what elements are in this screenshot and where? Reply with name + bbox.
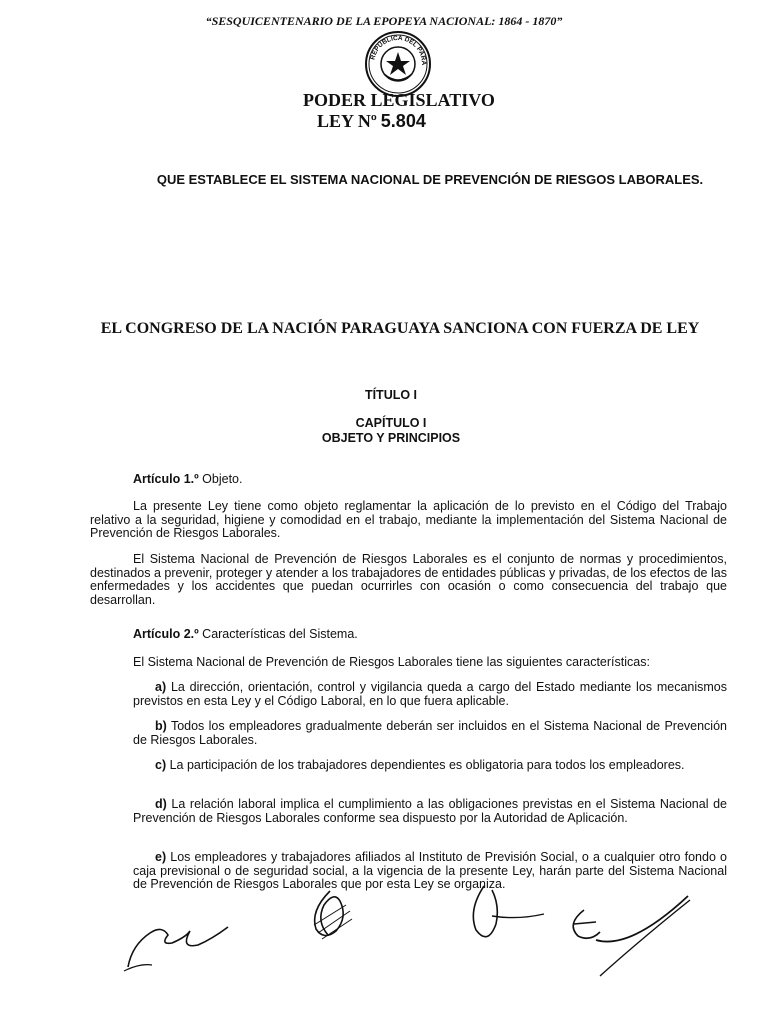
article-2-name: Características del Sistema.: [198, 627, 358, 641]
law-number-heading: [317, 111, 426, 132]
article-1-heading: [133, 473, 727, 487]
list-item: [133, 798, 727, 825]
article-1-paragraph-2: El Sistema Nacional de Prevención de Riesgos Laborales es el conjunto de normas y procedimientos, destinados a prevenir, proteger y atender a los trabajadores de entidades públicas y privadas, de los efectos de las enfermedades y los accidentes que puedan ocurrirles con ocasión o como consecuencia del trabajo que desarrollan.: [90, 552, 727, 607]
institution-heading: PODER LEGISLATIVO: [303, 90, 495, 110]
article-1-paragraph-1: La presente Ley tiene como objeto reglamentar la aplicación de lo previsto en el Código del Trabajo relativo a la seguridad, higiene y comodidad en el trabajo, mediante la implementación del Sistema Nacional de Prevención de Riesgos Laborales.: [90, 499, 727, 540]
seal-text: REPÚBLICA DEL PARA: [369, 34, 428, 66]
signature-4: [560, 890, 700, 980]
item-letter: d): [155, 797, 167, 811]
chapter-label: CAPÍTULO I: [355, 416, 427, 430]
list-item: [133, 681, 727, 708]
item-letter: b): [155, 719, 167, 733]
signature-3: [458, 880, 548, 950]
signature-2: [300, 885, 360, 945]
article-2-intro: El Sistema Nacional de Prevención de Riesgos Laborales tiene las siguientes características:: [133, 655, 650, 669]
list-item: [133, 720, 727, 747]
item-letter: e): [155, 850, 167, 864]
item-text: La participación de los trabajadores dependientes es obligatoria para todos los empleadores.: [166, 758, 685, 772]
list-item: [133, 759, 727, 773]
signature-1: [120, 905, 235, 975]
item-text: Los empleadores y trabajadores afiliados al Instituto de Previsión Social, o a cualquier otro fondo o caja previsional o de seguridad social, a la vigencia de la presente Ley, harán parte del Sistema Nacional de Prevención de Riesgos Laborales que por esta Ley se organiza.: [133, 850, 727, 891]
item-text: Todos los empleadores gradualmente deberán ser incluidos en el Sistema Nacional de Prevención de Riesgos Laborales.: [133, 719, 727, 747]
law-prefix: LEY Nº: [317, 111, 377, 131]
motto: “SESQUICENTENARIO DE LA EPOPEYA NACIONAL: 1864 - 1870”: [205, 14, 563, 28]
chapter-heading: [0, 416, 768, 446]
law-number: 5.804: [380, 111, 426, 131]
article-1-name: Objeto.: [198, 472, 243, 486]
seal-emblem-icon: [364, 30, 432, 98]
article-1-label: Artículo 1.º: [133, 472, 199, 486]
law-subject: QUE ESTABLECE EL SISTEMA NACIONAL DE PREVENCIÓN DE RIESGOS LABORALES.: [156, 172, 704, 187]
chapter-name: OBJETO Y PRINCIPIOS: [321, 431, 461, 445]
item-letter: a): [155, 680, 167, 694]
item-text: La relación laboral implica el cumplimiento a las obligaciones previstas en el Sistema Nacional de Prevención de Riesgos Laborales conforme sea dispuesto por la Autoridad de Aplicación.: [133, 797, 727, 825]
item-text: La dirección, orientación, control y vigilancia queda a cargo del Estado mediante los mecanismos previstos en esta Ley y el Código Laboral, en lo que fuera aplicable.: [133, 680, 727, 708]
list-item: [133, 851, 727, 892]
title-heading: TÍTULO I: [364, 388, 418, 402]
article-2-heading: [133, 628, 727, 642]
item-letter: c): [155, 758, 167, 772]
article-2-label: Artículo 2.º: [133, 627, 199, 641]
national-seal: [364, 30, 432, 98]
enactment-formula: EL CONGRESO DE LA NACIÓN PARAGUAYA SANCIONA CON FUERZA DE LEY: [100, 320, 700, 337]
